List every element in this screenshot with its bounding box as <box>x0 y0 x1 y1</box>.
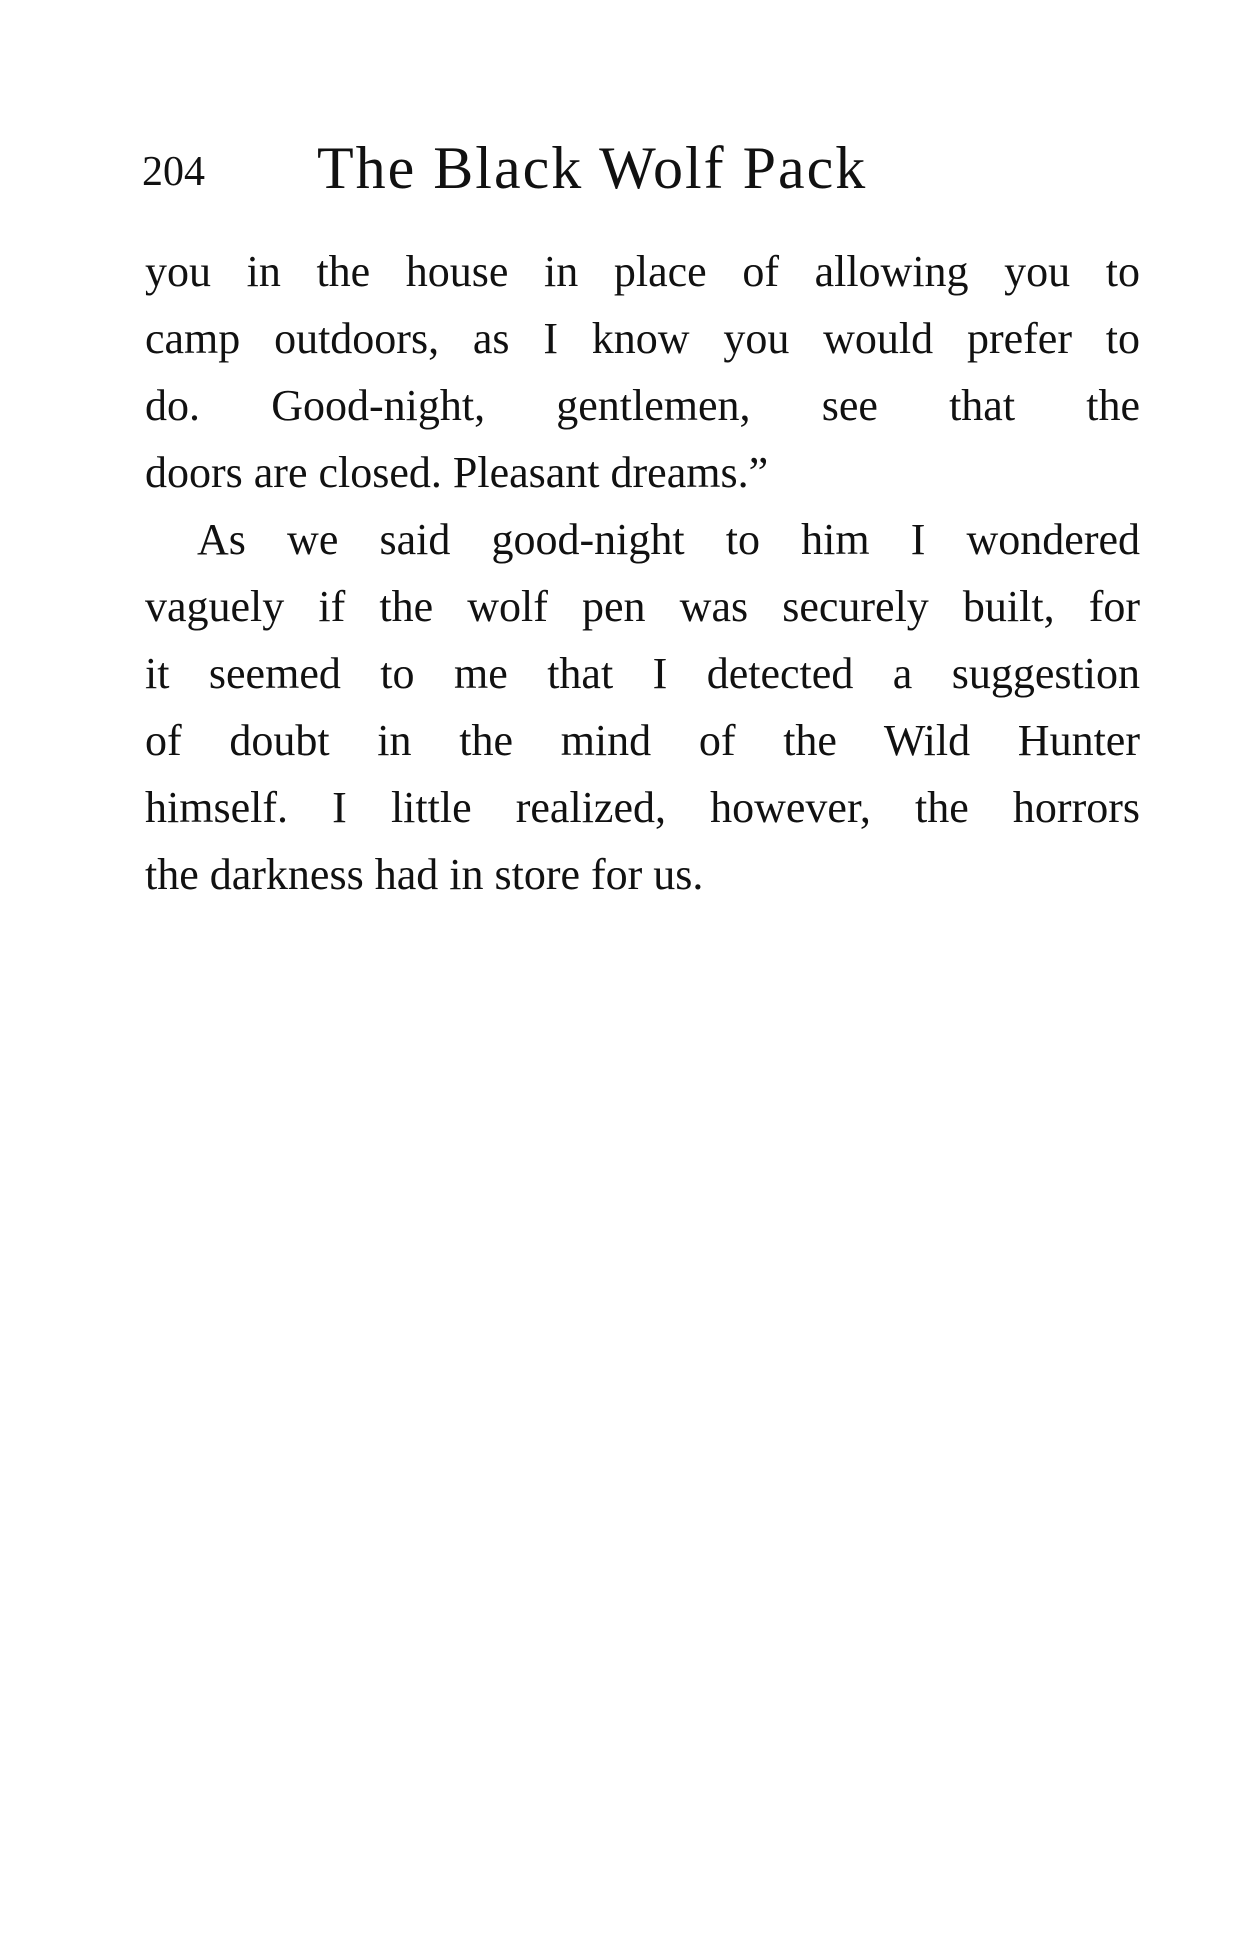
text-line: vaguely if the wolf pen was securely built, for <box>145 582 1140 631</box>
text-line: you in the house in place of allowing you to <box>145 247 1140 296</box>
body-text <box>145 238 1140 908</box>
text-line: do. Good-night, gentlemen, see that the <box>145 381 1140 430</box>
text-line: doors are closed. Pleasant dreams.” <box>145 448 769 497</box>
text-line: himself. I little realized, however, the horrors <box>145 783 1140 832</box>
text-line: it seemed to me that I detected a suggestion <box>145 649 1140 698</box>
book-title: The Black Wolf Pack <box>317 135 868 201</box>
text-line: camp outdoors, as I know you would prefer to <box>145 314 1140 363</box>
running-head <box>142 128 1142 208</box>
page-number: 204 <box>142 149 205 195</box>
text-line: of doubt in the mind of the Wild Hunter <box>145 716 1140 765</box>
text-line: the darkness had in store for us. <box>145 850 704 899</box>
paragraph-first-line: As we said good-night to him I wondered <box>197 515 1140 564</box>
